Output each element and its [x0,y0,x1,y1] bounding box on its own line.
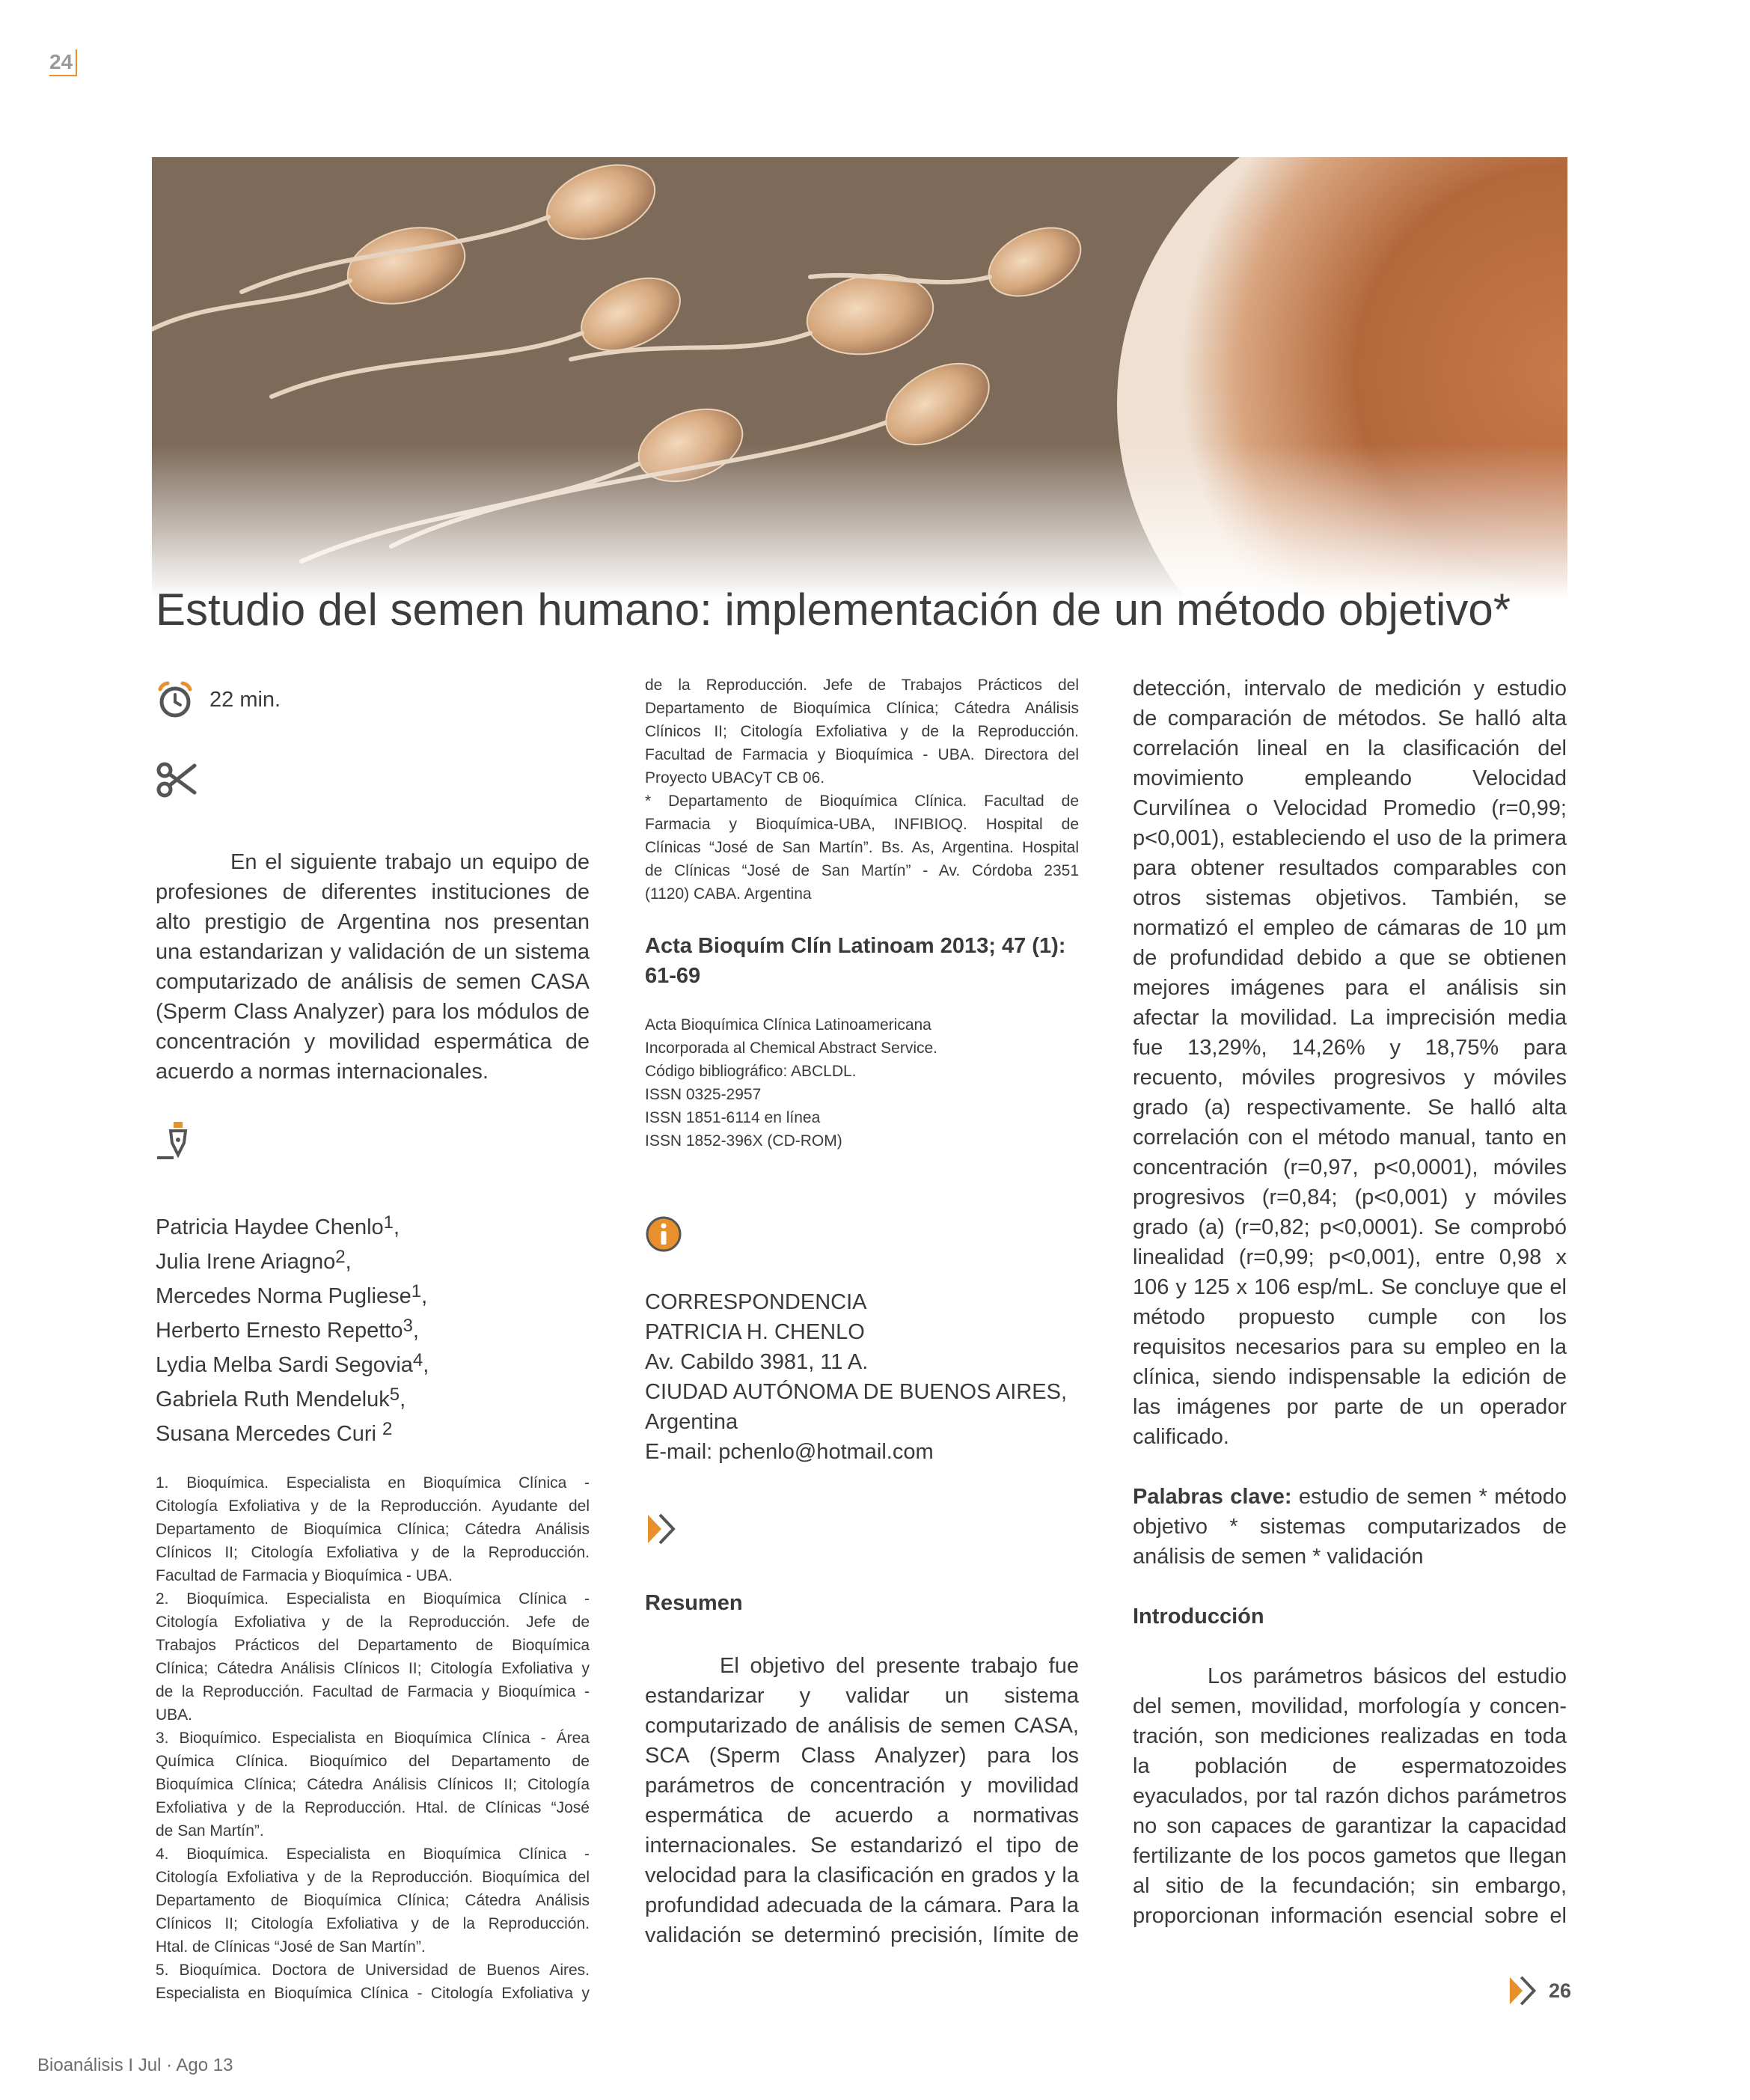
author-name: Gabriela Ruth Mendeluk [156,1388,390,1411]
author-2 [156,1242,590,1277]
author-name: Susana Mercedes Curi [156,1422,383,1446]
affiliation-line: de la Reproducción. Facultad de Farmacia y Bioquímica - [156,1683,590,1700]
column-1 [156,674,590,2005]
affiliation-line: Clínicos II; Citología Exfoliativa y de la Reproducción. [645,723,1079,740]
page-number-bottom [1507,1973,1571,2009]
introduccion-line: Los parámetros básicos del estudio [1208,1664,1567,1688]
resumen-col2 [645,1651,1079,1950]
introduccion-heading: Introducción [1133,1605,1264,1629]
correspondence [645,1287,1079,1467]
info-row [645,1208,1079,1260]
introduccion-line: fertilizante de los pocos gametos que llegan [1133,1844,1567,1868]
resumen-line: 106 y 125 x 106 esp/mL. Se concluye que el [1133,1275,1567,1299]
resumen-line: correlación lineal en la clasificación del [1133,736,1567,760]
resumen-line: p<0,001), estableciendo el uso de la primera [1133,826,1567,850]
affiliations-col1 [156,1471,590,2005]
resumen-line: internacionales. Se estandarizó el tipo de [645,1834,1079,1858]
intro-paragraph: En el siguiente trabajo un equipo de profesiones de diferentes instituciones de alto prestigio de Argentina nos presentan una estandarizan y validación de un sistema computarizado de análisis de semen CASA (Sperm Class Analyzer) para los módulos de concentración y movilidad espermática de acuerdo a normas internacionales. [156,850,590,1084]
resumen-line: normatizó el empleo de cámaras de 10 µm [1133,916,1567,940]
info-icon [645,1215,682,1253]
resumen-line: profundidad adecuada de la cámara. Para la [645,1893,1079,1917]
resumen-line: correlación con el método manual, tanto en [1133,1126,1567,1150]
correspondence-line: CIUDAD AUTÓNOMA DE BUENOS AIRES, [645,1380,1067,1404]
resumen-line: grado (a) (r=0,82; p<0,0001). Se comprobó [1133,1215,1567,1239]
affiliation-line: Clínicos II; Citología Exfoliativa y de la Reproducción. [156,1915,590,1932]
resumen-line: El objetivo del presente trabajo fue [720,1654,1079,1678]
author-affiliation-number: 2 [335,1247,346,1267]
pen-row [156,1115,590,1167]
scissors-row [156,753,590,805]
keywords [1133,1482,1567,1572]
affiliation-line: Exfoliativa y de la Reproducción. Htal. de Clínicas “José [156,1799,590,1816]
resumen-line: de comparación de métodos. Se halló alta [1133,706,1567,730]
resumen-line: validación se determinó precisión, límite de [645,1923,1079,1947]
introduccion-line: eyaculados, por tal razón dichos parámetros [1133,1784,1567,1808]
author-6 [156,1380,590,1414]
footer-publication: Bioanálisis I Jul · Ago 13 [37,2055,233,2075]
resumen-line: afectar la movilidad. La imprecisión media [1133,1006,1567,1030]
author-affiliation-number: 1 [411,1281,422,1301]
resumen-line: recuento, móviles progresivos y móviles [1133,1066,1567,1090]
author-1 [156,1208,590,1242]
resumen-line: para obtener resultados comparables con [1133,856,1567,880]
author-separator: , [345,1250,352,1274]
author-separator: , [394,1215,400,1239]
resumen-line: espermática de acuerdo a normativas [645,1804,1079,1828]
author-name: Herberto Ernesto Repetto [156,1319,403,1343]
affiliation-line: Facultad de Farmacia y Bioquímica - UBA. [156,1567,453,1584]
resumen-col3 [1133,674,1567,1452]
introduccion-line: tración, son mediciones realizadas en toda [1133,1724,1567,1748]
affiliation-line: de Clínicas “José de San Martín” - Av. Córdoba 2351 [645,862,1079,879]
affiliation-line: Htal. de Clínicas “José de San Martín”. [156,1938,426,1956]
resumen-line: requisitos necesarios para su empleo en la [1133,1335,1567,1359]
journal-info-line: ISSN 0325-2957 [645,1086,762,1103]
resumen-line: otros sistemas objetivos. También, se [1133,886,1567,910]
author-name: Lydia Melba Sardi Segovia [156,1353,413,1377]
resumen-line: grado (a) respectivamente. Se halló alta [1133,1096,1567,1120]
affiliations-col2 [645,674,1079,906]
affiliation-line: Trabajos Prácticos del Departamento de Bioquímica [156,1637,590,1654]
read-time-row [156,674,590,726]
author-7 [156,1414,590,1449]
affiliation-line: de San Martín”. [156,1822,264,1840]
author-name: Julia Irene Ariagno [156,1250,336,1274]
resumen-heading: Resumen [645,1591,743,1615]
affiliation-line: 1. Bioquímica. Especialista en Bioquímica Clínica - [156,1474,590,1492]
resumen-line: las imágenes por parte de un operador [1133,1395,1567,1419]
journal-info-line: ISSN 1852-396X (CD-ROM) [645,1132,842,1150]
affiliation-line: Proyecto UBACyT CB 06. [645,769,825,787]
journal-info-line: Incorporada al Chemical Abstract Service. [645,1040,938,1057]
affiliation-line: Especialista en Bioquímica Clínica - Citología Exfoliativa y [156,1985,590,2002]
introduccion-line: al sitio de la fecundación; sin embargo, [1133,1874,1567,1898]
affiliation-line: Facultad de Farmacia y Bioquímica - UBA. Directora del [645,746,1079,763]
author-name: Patricia Haydee Chenlo [156,1215,384,1239]
journal-info-line: Código bibliográfico: ABCLDL. [645,1063,857,1080]
resumen-line: velocidad para la clasificación en grados y la [645,1864,1079,1887]
affiliation-line: 2. Bioquímica. Especialista en Bioquímica Clínica - [156,1590,590,1608]
introduccion-line: no son capaces de garantizar la capacidad [1133,1814,1567,1838]
affiliation-line: Departamento de Bioquímica Clínica; Cátedra Análisis [156,1892,590,1909]
resumen-line: movimiento empleando Velocidad [1133,766,1567,790]
affiliation-line: Departamento de Bioquímica Clínica; Cátedra Análisis [645,700,1079,717]
resumen-line: linealidad (r=0,99; p<0,001), entre 0,98 x [1133,1245,1567,1269]
affiliation-line: 3. Bioquímico. Especialista en Bioquímica Clínica - Área [156,1730,590,1747]
resumen-line: parámetros de concentración y movilidad [645,1774,1079,1798]
resumen-line: progresivos (r=0,84; (p<0,001) y móviles [1133,1185,1567,1209]
author-separator: , [421,1284,428,1308]
affiliation-line: Química Clínica. Bioquímico del Departamento de [156,1753,590,1770]
affiliation-line: (1120) CABA. Argentina [645,885,812,903]
resumen-line: concentración (r=0,97, p<0,0001), móviles [1133,1156,1567,1179]
resumen-line: Curvilínea o Velocidad Promedio (r=0,99; [1133,796,1567,820]
affiliation-line: Clínicos II; Citología Exfoliativa y de la Reproducción. [156,1544,590,1561]
affiliation-line: Departamento de Bioquímica Clínica; Cátedra Análisis [156,1521,590,1538]
resumen-line: fue 13,29%, 14,26% y 18,75% para [1133,1036,1567,1060]
affiliation-line: * Departamento de Bioquímica Clínica. Facultad de [645,793,1079,810]
resumen-line: de profundidad debido a que se obtienen [1133,946,1567,970]
affiliation-line: Clínica; Cátedra Análisis Clínicos II; Citología Exfoliativa y [156,1660,590,1677]
affiliation-line: Farmacia y Bioquímica-UBA, INFIBIOQ. Hospital de [645,816,1079,833]
author-3 [156,1277,590,1311]
journal-info-line: ISSN 1851-6114 en línea [645,1109,821,1126]
affiliation-line: Bioquímica Clínica; Cátedra Análisis Clínicos II; Citología [156,1776,590,1793]
resumen-line: detección, intervalo de medición y estudio [1133,677,1567,700]
author-affiliation-number: 3 [403,1316,413,1336]
author-affiliation-number: 1 [383,1212,394,1233]
citation: Acta Bioquím Clín Latinoam 2013; 47 (1): 61-69 [645,934,1066,988]
author-separator: , [400,1388,406,1411]
resumen-line: clínica, siendo indispensable la edición de [1133,1365,1567,1389]
affiliation-line: Citología Exfoliativa y de la Reproducción. Bioquímica del [156,1869,590,1886]
scissors-icon [156,758,198,800]
author-name: Mercedes Norma Pugliese [156,1284,412,1308]
introduccion-text [1133,1661,1567,1931]
read-time: 22 min. [209,688,281,712]
journal-info [645,1013,1079,1153]
affiliation-line: 4. Bioquímica. Especialista en Bioquímica Clínica - [156,1846,590,1863]
resumen-line: calificado. [1133,1425,1229,1449]
correspondence-line: Argentina [645,1410,738,1434]
author-affiliation-number: 4 [412,1350,423,1370]
resumen-line: estandarizar y validar un sistema [645,1684,1079,1708]
column-2 [645,674,1079,1950]
introduccion-line: la población de espermatozoides [1133,1754,1567,1778]
affiliation-line: de la Reproducción. Jefe de Trabajos Prácticos del [645,677,1079,694]
resumen-line: computarizado de análisis de semen CASA, [645,1714,1079,1738]
correspondence-line: E-mail: pchenlo@hotmail.com [645,1440,934,1464]
author-separator: , [423,1353,429,1377]
introduccion-line: del semen, movilidad, morfología y concen- [1133,1694,1567,1718]
column-3 [1133,674,1567,1931]
affiliation-line: Citología Exfoliativa y de la Reproducción. Jefe de [156,1614,590,1631]
author-affiliation-number: 5 [389,1385,400,1405]
arrow-row [645,1503,1079,1555]
correspondence-line: Av. Cabildo 3981, 11 A. [645,1350,869,1374]
resumen-line: mejores imágenes para el análisis sin [1133,976,1567,1000]
double-chevron-icon [645,1510,682,1548]
affiliation-line: 5. Bioquímica. Doctora de Universidad de Buenos Aires. [156,1962,590,1979]
resumen-line: método propuesto cumple con los [1133,1305,1567,1329]
alarm-clock-icon [156,680,195,719]
author-affiliation-number: 2 [382,1419,393,1439]
author-4 [156,1311,590,1346]
author-5 [156,1346,590,1380]
resumen-line: SCA (Sperm Class Analyzer) para los [645,1744,1079,1768]
page-number-top: 24 [49,49,77,76]
affiliation-line: Citología Exfoliativa y de la Reproducción. Ayudante del [156,1498,590,1515]
journal-info-line: Acta Bioquímica Clínica Latinoamericana [645,1016,931,1034]
fountain-pen-icon [156,1120,193,1162]
correspondence-line: CORRESPONDENCIA [645,1290,867,1314]
introduccion-line: proporcionan información esencial sobre el [1133,1904,1567,1928]
author-separator: , [412,1319,419,1343]
author-list [156,1208,590,1449]
article-title: Estudio del semen humano: implementación de un método objetivo* [156,584,1511,635]
hero-image [152,157,1567,599]
keywords-text: estudio de semen * método objetivo * sistemas computarizados de análisis de semen * validación [1133,1485,1567,1569]
affiliation-line: UBA. [156,1706,193,1724]
keywords-label: Palabras clave: [1133,1485,1292,1509]
correspondence-line: PATRICIA H. CHENLO [645,1320,865,1344]
double-chevron-icon [1507,1973,1543,2009]
page-number-bottom-label: 26 [1549,1979,1572,2002]
sperm-egg-illustration [152,157,1567,599]
affiliation-line: Clínicas “José de San Martín”. Bs. As, Argentina. Hospital [645,839,1079,856]
